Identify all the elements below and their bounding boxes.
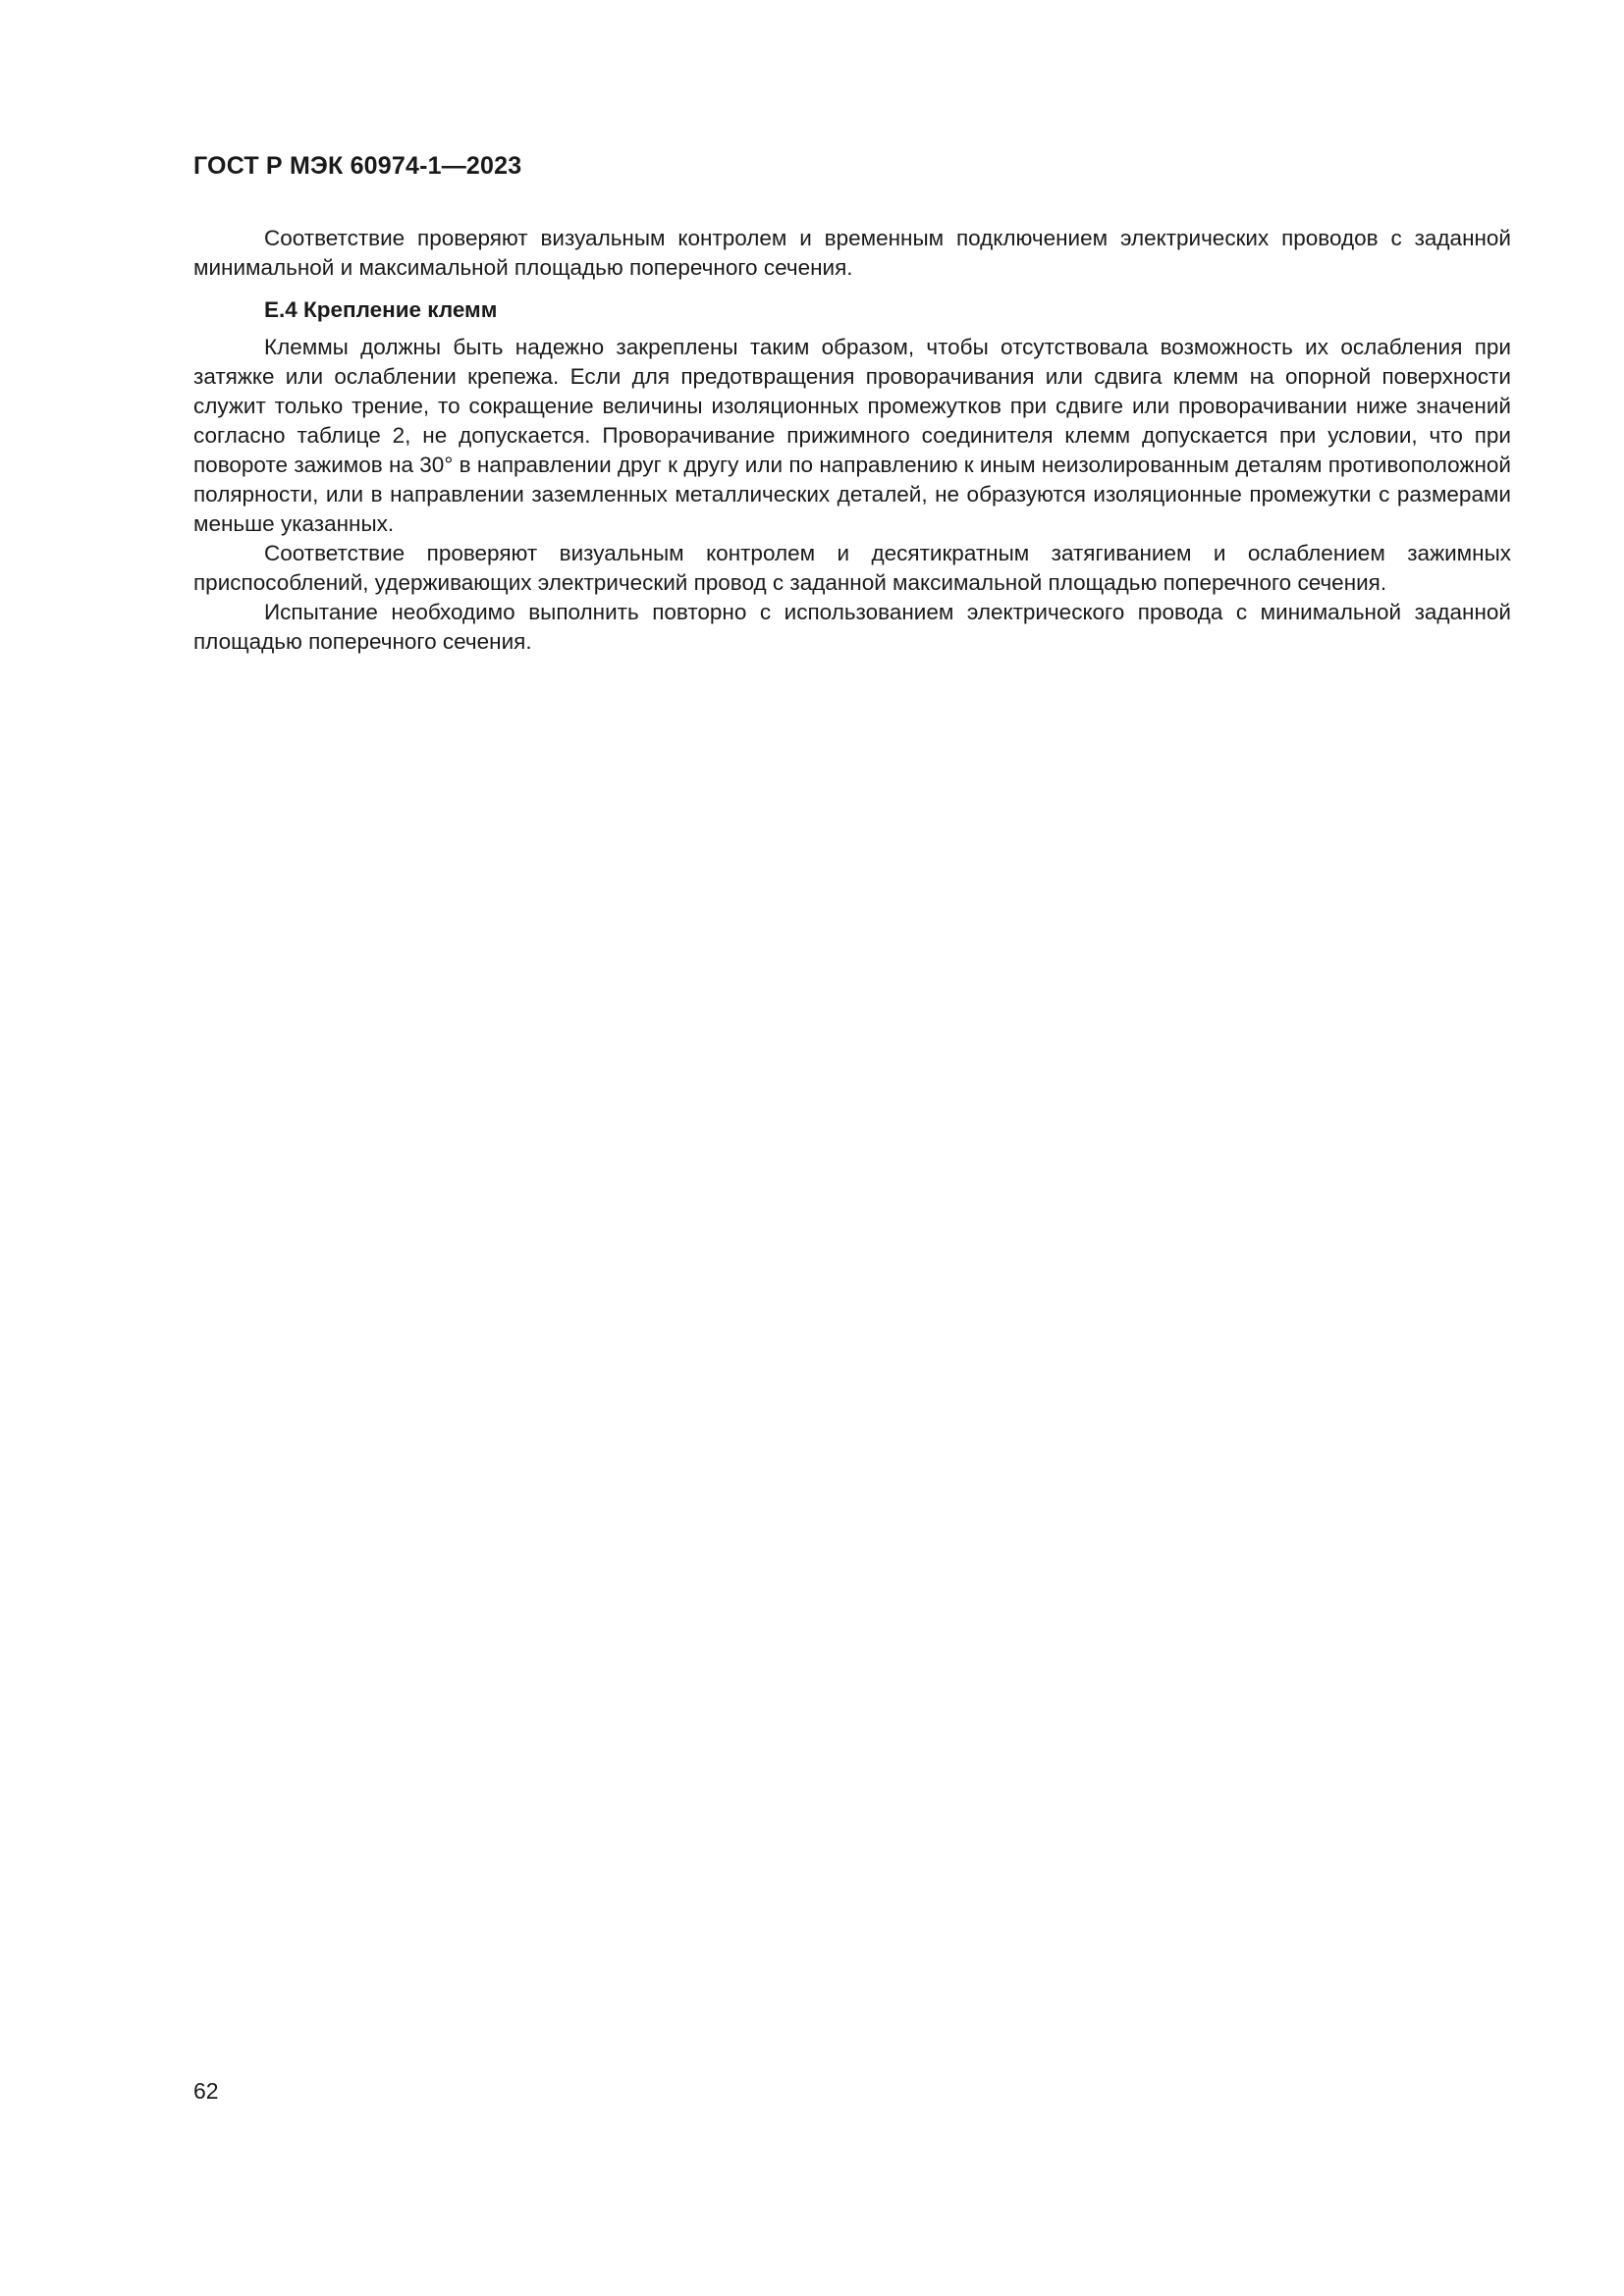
page-number: 62 (193, 2078, 219, 2104)
paragraph-repeat-test: Испытание необходимо выполнить повторно с использованием электрического провода с минимальной заданной площадью поперечного сечения. (193, 600, 1511, 654)
paragraph-terminal-fixing: Клеммы должны быть надежно закреплены таким образом, чтобы отсутствовала возможность их ослабления при затяжке или ослаблении крепежа. Если для предотвращения проворачивания или сдвига клемм на опорной поверхности служит только трение, то сокращение величины изоляционных промежутков при сдвиге или проворачивании ниже значений согласно таблице 2, не допускается. Проворачивание прижимного соединителя клемм допускается при условии, что при повороте зажимов на 30° в направлении друг к другу или по направлению к иным неизолированным деталям противоположной полярности, или в направлении заземленных металлических деталей, не образуются изоляционные промежутки с размерами меньше указанных. (193, 335, 1511, 536)
paragraph-conformity-tightening: Соответствие проверяют визуальным контролем и десятикратным затягиванием и ослаблением зажимных приспособлений, удерживающих электрический провод с заданной максимальной площадью поперечного сечения. (193, 541, 1511, 595)
paragraph-conformity-check: Соответствие проверяют визуальным контролем и временным подключением электрических проводов с заданной минимальной и максимальной площадью поперечного сечения. (193, 226, 1511, 280)
document-body (193, 224, 1511, 657)
section-heading: Е.4 Крепление клемм (264, 297, 498, 322)
document-header: ГОСТ Р МЭК 60974-1—2023 (193, 152, 522, 180)
